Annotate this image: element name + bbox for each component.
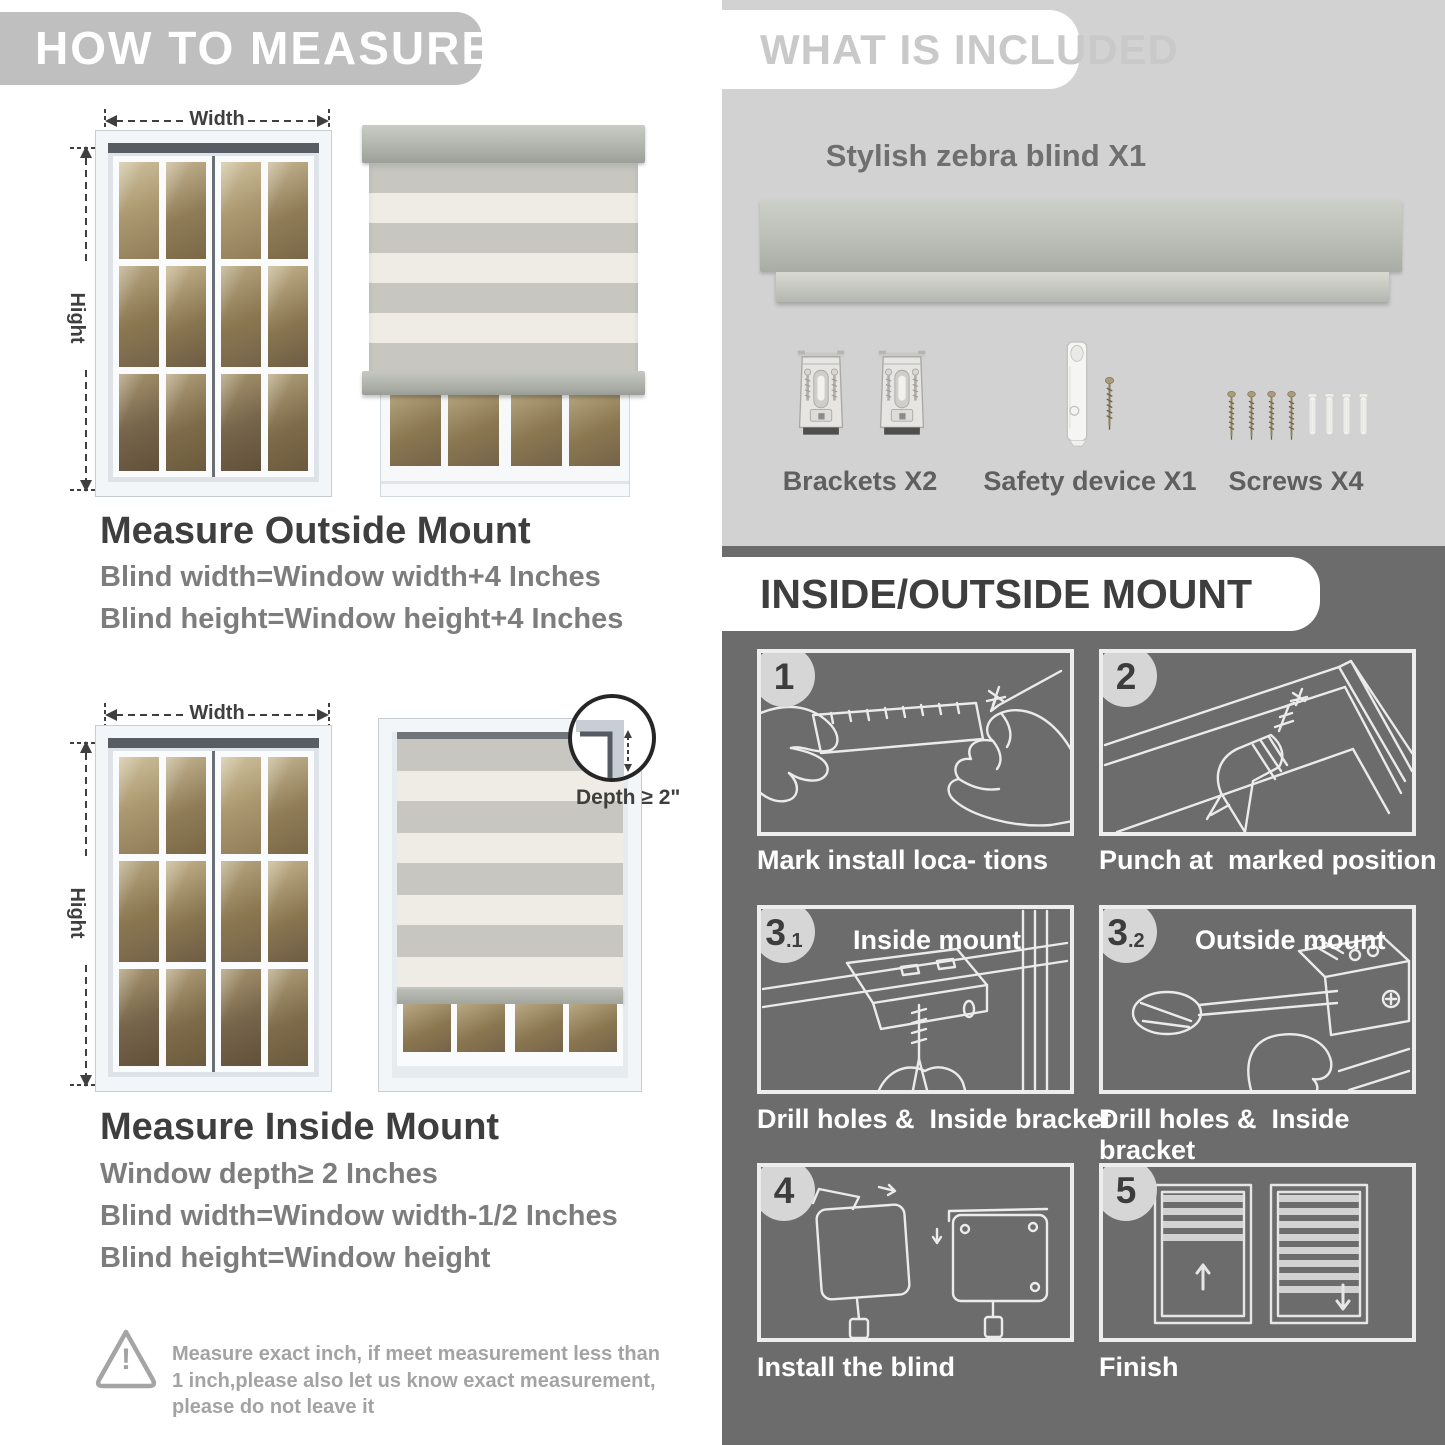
screw-icon (1285, 391, 1298, 441)
step-4-badge: 4 (757, 1163, 815, 1221)
window-behind-blind (380, 389, 630, 497)
what-is-included-banner (722, 10, 1179, 89)
inside-formula-height: Blind height=Window height (100, 1242, 491, 1274)
step-3-2-caption: Drill holes & Inside bracket (1099, 1104, 1358, 1165)
step-3-2-title: Outside mount (1195, 925, 1386, 955)
window-recess (108, 143, 319, 482)
window-sash-left (113, 156, 212, 477)
mount-title: INSIDE/OUTSIDE MOUNT (760, 571, 1253, 617)
included-blind-cassette (760, 200, 1402, 272)
screw-icon (1245, 391, 1258, 441)
step-3-1-badge: 3 .1 (757, 905, 815, 963)
window-photo-outside (95, 130, 332, 497)
screw-icon (1265, 391, 1278, 441)
wall-anchor-icon (1357, 393, 1370, 439)
wall-anchor-icon (1306, 393, 1319, 439)
window-top-shadow (108, 143, 319, 153)
step-5-panel (1099, 1163, 1416, 1342)
inside-formula-depth: Window depth≥ 2 Inches (100, 1158, 438, 1190)
mount-banner (722, 557, 1320, 631)
window-sash-left (113, 751, 212, 1072)
window-sashes (113, 751, 314, 1072)
screw-icon (1103, 377, 1116, 431)
window-recess (392, 732, 628, 1078)
corner-detail-icon (572, 698, 652, 778)
step-2-caption: Punch at marked position (1099, 845, 1437, 875)
step-3-1-caption: Drill holes & Inside bracket (757, 1104, 1112, 1134)
step-2-panel (1099, 649, 1416, 836)
inside-formula-width: Blind width=Window width-1/2 Inches (100, 1200, 618, 1232)
screw-icon (1225, 391, 1238, 441)
step-2-badge: 2 (1099, 649, 1157, 707)
step-3-2-badge: 3 .2 (1099, 905, 1157, 963)
width-label: Width (189, 702, 245, 724)
blind-bottom-rail (362, 371, 645, 395)
outside-mount-heading: Measure Outside Mount (100, 510, 531, 552)
bracket-icon (785, 347, 857, 440)
step-4-caption: Install the blind (757, 1352, 956, 1382)
included-blind-cassette-lower (776, 272, 1389, 302)
warning-text: Measure exact inch, if meet measurement less than 1 inch,please also let us know exact measurement, please do not leave it (172, 1343, 660, 1419)
blind-cassette (362, 125, 645, 163)
step-3-1-title: Inside mount (853, 925, 1021, 955)
height-label: Hight (66, 292, 88, 344)
inside-mount-heading: Measure Inside Mount (100, 1106, 500, 1148)
depth-label: Depth ≥ 2" (576, 786, 681, 809)
window-photo-inside (95, 725, 332, 1092)
blind-bottom-rail (397, 989, 623, 1004)
window-glass (397, 1004, 623, 1066)
wall-anchor-icon (1323, 393, 1336, 439)
step-1-badge: 1 (757, 649, 815, 707)
product-label: Stylish zebra blind X1 (825, 138, 1147, 173)
window-sash-right (215, 751, 314, 1072)
outside-formula-width: Blind width=Window width+4 Inches (100, 561, 601, 593)
step-4-panel (757, 1163, 1074, 1342)
step-5-caption: Finish (1099, 1352, 1179, 1382)
warning-exclamation: ! (121, 1343, 131, 1376)
step-5-badge: 5 (1099, 1163, 1157, 1221)
how-to-measure-banner (0, 12, 495, 85)
how-to-measure-title: HOW TO MEASURE (35, 22, 495, 74)
width-label: Width (189, 108, 245, 130)
window-top-shadow (108, 738, 319, 748)
blind-stripes (369, 163, 638, 371)
step-1-caption: Mark install loca- tions (757, 845, 1049, 875)
outside-formula-height: Blind height=Window height+4 Inches (100, 603, 624, 635)
blind-stripes (397, 739, 623, 989)
window-sash-right (215, 156, 314, 477)
height-label: Hight (66, 887, 88, 939)
bracket-icon (866, 347, 938, 440)
window-recess (108, 738, 319, 1077)
screws-label: Screws X4 (1228, 466, 1364, 496)
wall-anchor-icon (1340, 393, 1353, 439)
what-is-included-title: WHAT IS INCLUDED (760, 26, 1179, 73)
zebra-blind-outside-photo (362, 125, 645, 497)
safety-device-icon (1062, 340, 1092, 448)
depth-callout-circle (568, 694, 656, 782)
safety-device-label: Safety device X1 (983, 466, 1197, 496)
step-3-1-panel (757, 905, 1074, 1094)
step-1-panel (757, 649, 1074, 836)
brackets-label: Brackets X2 (782, 466, 938, 496)
window-sashes (113, 156, 314, 477)
step-3-2-panel (1099, 905, 1416, 1094)
